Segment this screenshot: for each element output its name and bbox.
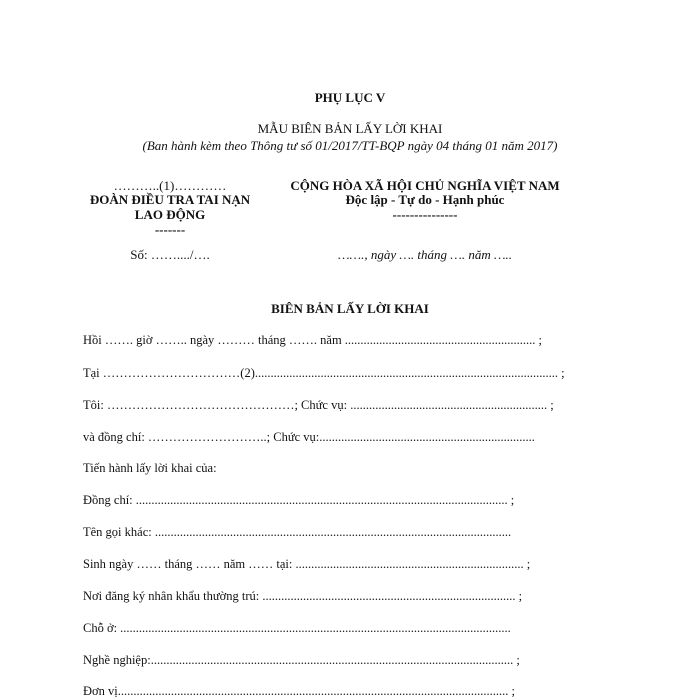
org-name-line1: ĐOÀN ĐIỀU TRA TAI NẠN [89,192,251,207]
place-date-line: ……., ngày …. tháng …. năm ….. [337,247,513,262]
field-officer: Tôi: ………………………………………; Chức vụ: ............................................................... ; [83,398,554,412]
issued-note: (Ban hành kèm theo Thông tư số 01/2017/TT-BQP ngày 04 tháng 01 năm 2017) [142,138,558,153]
field-residence: Nơi đăng ký nhân khẩu thường trú: ................................................................................. ; [83,589,523,603]
field-time: Hồi ……. giờ …….. ngày ……… tháng ……. năm ............................................................. ; [83,333,543,347]
form-title: MẪU BIÊN BẢN LẤY LỜI KHAI [257,121,443,136]
field-co-officer: và đồng chí: ………………………..; Chức vụ:..................................................................... [83,430,535,444]
unit-placeholder: ………..(1)………… [113,178,227,193]
org-name-line2: LAO ĐỘNG [134,207,206,222]
field-address: Chỗ ở: ............................................................................................................................. [83,621,511,635]
field-occupation: Nghề nghiệp:.................................................................................................................... ; [83,653,520,667]
field-location: Tại ……………………………(2)................................................................................................. ; [83,366,565,380]
document-title: BIÊN BẢN LẤY LỜI KHAI [271,301,429,316]
field-unit: Đơn vị............................................................................................................................. ; [83,684,515,698]
field-birth: Sinh ngày …… tháng …… năm …… tại: ......................................................................... ; [83,557,531,571]
field-alias: Tên gọi khác: .................................................................................................................. [83,525,512,539]
appendix-label: PHỤ LỤC V [314,90,386,105]
field-intro: Tiến hành lấy lời khai của: [83,461,217,475]
national-motto: Độc lập - Tự do - Hạnh phúc [345,192,505,207]
document-number: Số: ……..../…. [130,247,210,262]
left-divider: ------- [154,222,186,237]
right-divider: --------------- [392,207,458,222]
field-comrade: Đồng chí: ....................................................................................................................... ; [83,493,515,507]
country-name: CỘNG HÒA XÃ HỘI CHỦ NGHĨA VIỆT NAM [290,178,560,193]
